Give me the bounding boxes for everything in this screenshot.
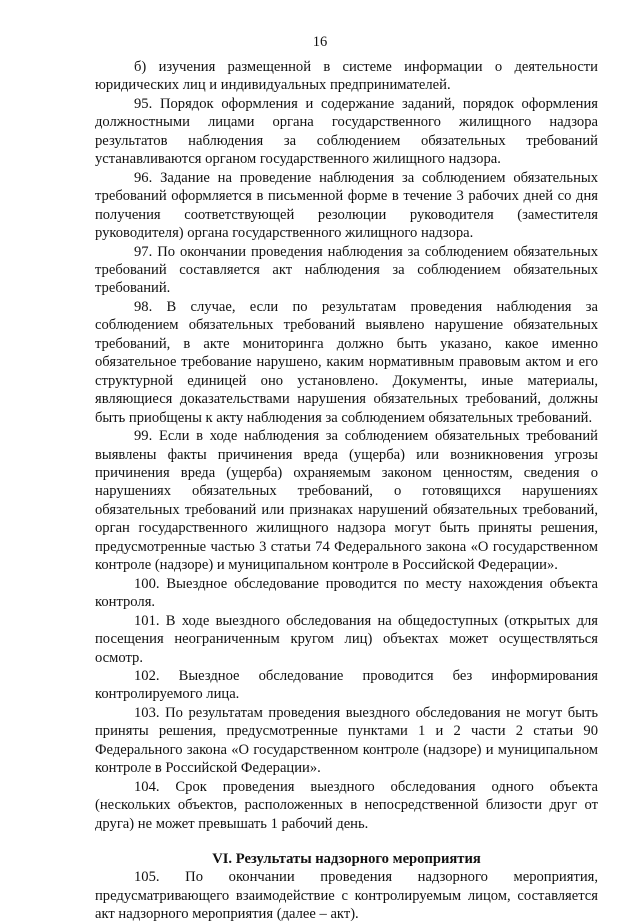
paragraph-97: 97. По окончании проведения наблюдения за соблюдением обязательных требований составляется акт наблюдения за соблюдением обязательных требований. <box>95 243 598 297</box>
paragraph-95: 95. Порядок оформления и содержание заданий, порядок оформления должностными лицами органа государственного жилищного надзора результатов наблюдения за соблюдением обязательных требований устанавливаются органом государственного жилищного надзора. <box>95 95 598 168</box>
paragraph-98: 98. В случае, если по результатам проведения наблюдения за соблюдением обязательных требований выявлено нарушение обязательных требований, в акте мониторинга должно быть указано, какое именно обязательное требование нарушено, каким нормативным правовым актом и его структурной единицей оно установлено. Документы, иные материалы, являющиеся доказательствами нарушения обязательных требований, должны быть приобщены к акту наблюдения за соблюдением обязательных требований. <box>95 298 598 426</box>
paragraph-94b: б) изучения размещенной в системе информации о деятельности юридических лиц и индивидуальных предпринимателей. <box>95 59 598 94</box>
paragraph-101: 101. В ходе выездного обследования на общедоступных (открытых для посещения неограниченным кругом лиц) объектах может осуществляться осмотр. <box>95 612 598 666</box>
section-heading: VI. Результаты надзорного мероприятия <box>212 851 481 868</box>
paragraph-100: 100. Выездное обследование проводится по месту нахождения объекта контроля. <box>95 575 598 611</box>
paragraph-105: 105. По окончании проведения надзорного мероприятия, предусматривающего взаимодействие с контролируемым лицом, составляется акт надзорного мероприятия (далее – акт). <box>95 869 598 923</box>
paragraph-96: 96. Задание на проведение наблюдения за соблюдением обязательных требований оформляется в письменной форме в течение 3 рабочих дней со дня получения соответствующей резолюции руководителя (заместителя руководителя) органа государственного жилищного надзора. <box>95 169 598 242</box>
page-number: 16 <box>312 34 328 50</box>
paragraph-102: 102. Выездное обследование проводится без информирования контролируемого лица. <box>95 667 598 703</box>
document-body <box>95 58 598 924</box>
paragraph-99: 99. Если в ходе наблюдения за соблюдением обязательных требований выявлены факты причинения вреда (ущерба) или возникновения угрозы причинения вреда (ущерба) охраняемым законом ценностям, сведения о нарушениях обязательных требований, о готовящихся нарушениях обязательных требований или признаках нарушений обязательных требований, орган государственного жилищного надзора могут быть приняты решения, предусмотренные частью 3 статьи 74 Федерального закона «О государственном контроле (надзоре) и муниципальном контроле в Российской Федерации». <box>95 428 598 574</box>
paragraph-104: 104. Срок проведения выездного обследования одного объекта (нескольких объектов, расположенных в непосредственной близости друг от друга) не может превышать 1 рабочий день. <box>95 778 598 832</box>
paragraph-103: 103. По результатам проведения выездного обследования не могут быть приняты решения, предусмотренные пунктами 1 и 2 части 2 статьи 90 Федерального закона «О государственном контроле (надзоре) и муниципальном контроле в Российской Федерации». <box>95 704 598 777</box>
